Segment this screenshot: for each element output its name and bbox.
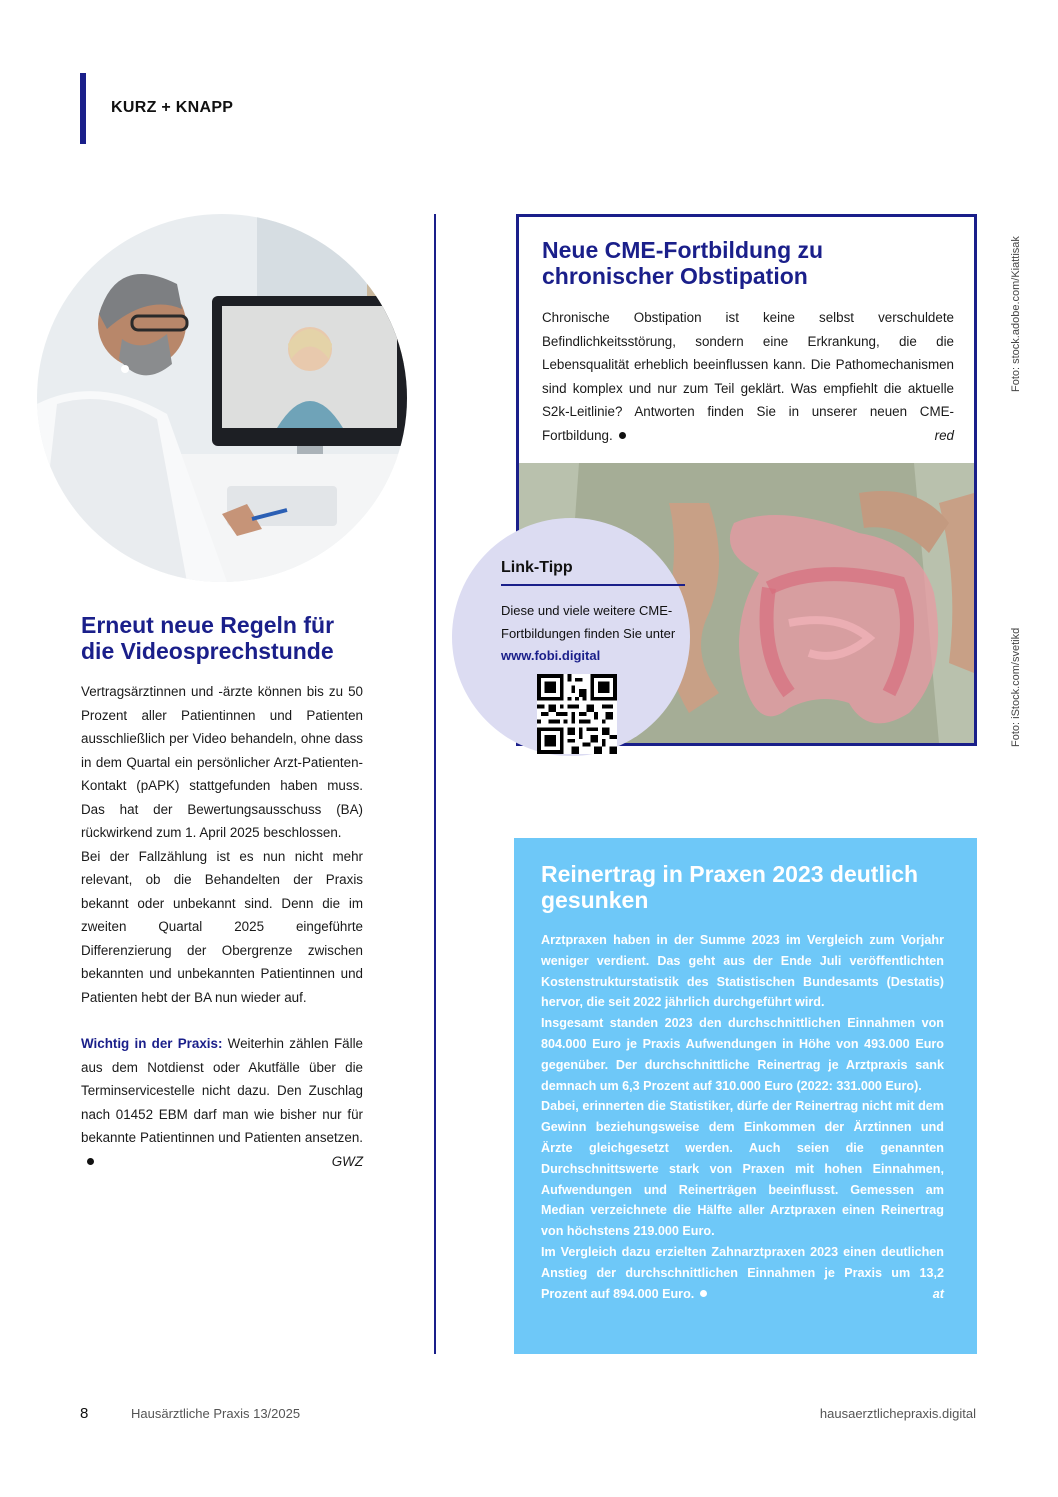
qr-code-icon[interactable] (537, 674, 617, 754)
magazine-issue: Hausärztliche Praxis 13/2025 (131, 1406, 301, 1421)
photo-credit: Foto: stock.adobe.com/Kiattisak (1010, 236, 1022, 392)
section-accent-bar (80, 73, 86, 144)
videosprechstunde-article (81, 612, 363, 1173)
link-tipp-rule (501, 584, 685, 586)
website-url: hausaerztlichepraxis.digital (819, 1406, 976, 1421)
article-title: Erneut neue Regeln für die Videosprechstunde (81, 612, 335, 664)
article-paragraph: Chronische Obstipation ist keine selbst verschuldete Befindlichkeitsstörung, sondern eine Erkrankung, die die Lebensqualität erheblich beeinflussen kann. Die Pathomechanismen sind komplex und nur zum Teil geklärt. Was empfiehlt die aktuelle S2k-Leitlinie? Antworten finden Sie in unserer neuen CME-Fortbildung. red (542, 306, 954, 447)
doctor-video-call-photo (37, 214, 407, 582)
article-title: Neue CME-Fortbildung zu chronischer Obstipation (542, 237, 824, 289)
highlight-label: Wichtig in der Praxis: (81, 1036, 223, 1051)
section-label: KURZ + KNAPP (111, 99, 234, 116)
article-paragraph: Arztpraxen haben in der Summe 2023 im Vergleich zum Vorjahr weniger verdient. Das geht aus der Ende Juli veröffentlichten Kostenstrukturstatistik des Statistischen Bundesamts (Destatis) hervor, die seit 2022 jährlich durchgeführt wird. Insgesamt standen 2023 den durchschnittlichen Einnahmen von 804.000 Euro je Praxis Aufwendungen in Höhe von 493.000 Euro gegenüber. Der durchschnittliche Reinertrag je Arztpraxis sank demnach um 6,3 Prozent auf 310.000 Euro (2022: 331.000 Euro). Dabei, erinnerten die Statistiker, dürfe der Reinertrag nicht mit dem Gewinn beziehungsweise dem Einkommen der Ärztinnen und Ärzte gleichgesetzt werden. Auch seien die genannten Durchschnittswerte stark von Praxen mit hohen Einnahmen, Aufwendungen und Reinerträgen beeinflusst. Gemessen am Median verzeichnete die Hälfte aller Arztpraxen einen Reinertrag von höchstens 219.000 Euro. Im Vergleich dazu erzielten Zahnarztpraxen 2023 einen deutlichen Anstieg der durchschnittlichen Einnahmen je Praxis um 13,2 Prozent auf 894.000 Euro. at (541, 930, 944, 1304)
article-paragraph: Vertragsärztinnen und -ärzte können bis zu 50 Prozent aller Patientinnen und Patienten ausschließlich per Video behandeln, ohne dass in dem Quartal ein persönlicher Arzt-Patienten-Kontakt (pAPK) stattgefunden haben muss. Das hat der Bewertungsausschuss (BA) rückwirkend zum 1. April 2025 beschlossen. (81, 684, 363, 840)
end-bullet-icon (700, 1290, 707, 1297)
author-initials: GWZ (331, 1153, 363, 1169)
reinertrag-article-box (514, 838, 977, 1354)
article-title: Reinertrag in Praxen 2023 deutlich gesunken (541, 861, 919, 913)
link-tipp-title: Link-Tipp (501, 559, 573, 576)
author-initials: red (934, 427, 954, 443)
end-bullet-icon (619, 432, 626, 439)
link-tipp-text: Diese und viele weitere CME-Fortbildungen finden Sie unter www.fobi.digital (501, 603, 676, 663)
article-paragraph: Bei der Fallzählung ist es nun nicht mehr relevant, ob die Behandelten der Praxis bekannt oder unbekannt sind. Denn die im zweiten Quartal 2025 eingeführte Differenzierung der Obergrenze zwischen bekannten und unbekannten Patientinnen und Patienten hebt der BA nun wieder auf. (81, 848, 363, 1005)
article-paragraph: Wichtig in der Praxis: Weiterhin zählen Fälle aus dem Notdienst oder Akutfälle über die Terminservicestelle nicht dazu. Den Zuschlag nach 01452 EBM darf man wie bisher nur für bekannte Patientinnen und Patienten ansetzen. GWZ (81, 1032, 363, 1173)
page-number: 8 (80, 1405, 89, 1422)
author-initials: at (932, 1286, 944, 1301)
fobi-link[interactable]: www.fobi.digital (501, 648, 601, 663)
column-divider (434, 214, 436, 1354)
end-bullet-icon (87, 1158, 94, 1165)
photo-credit: Foto: iStock.com/svetikd (1010, 627, 1022, 747)
link-tipp-badge (452, 518, 690, 756)
